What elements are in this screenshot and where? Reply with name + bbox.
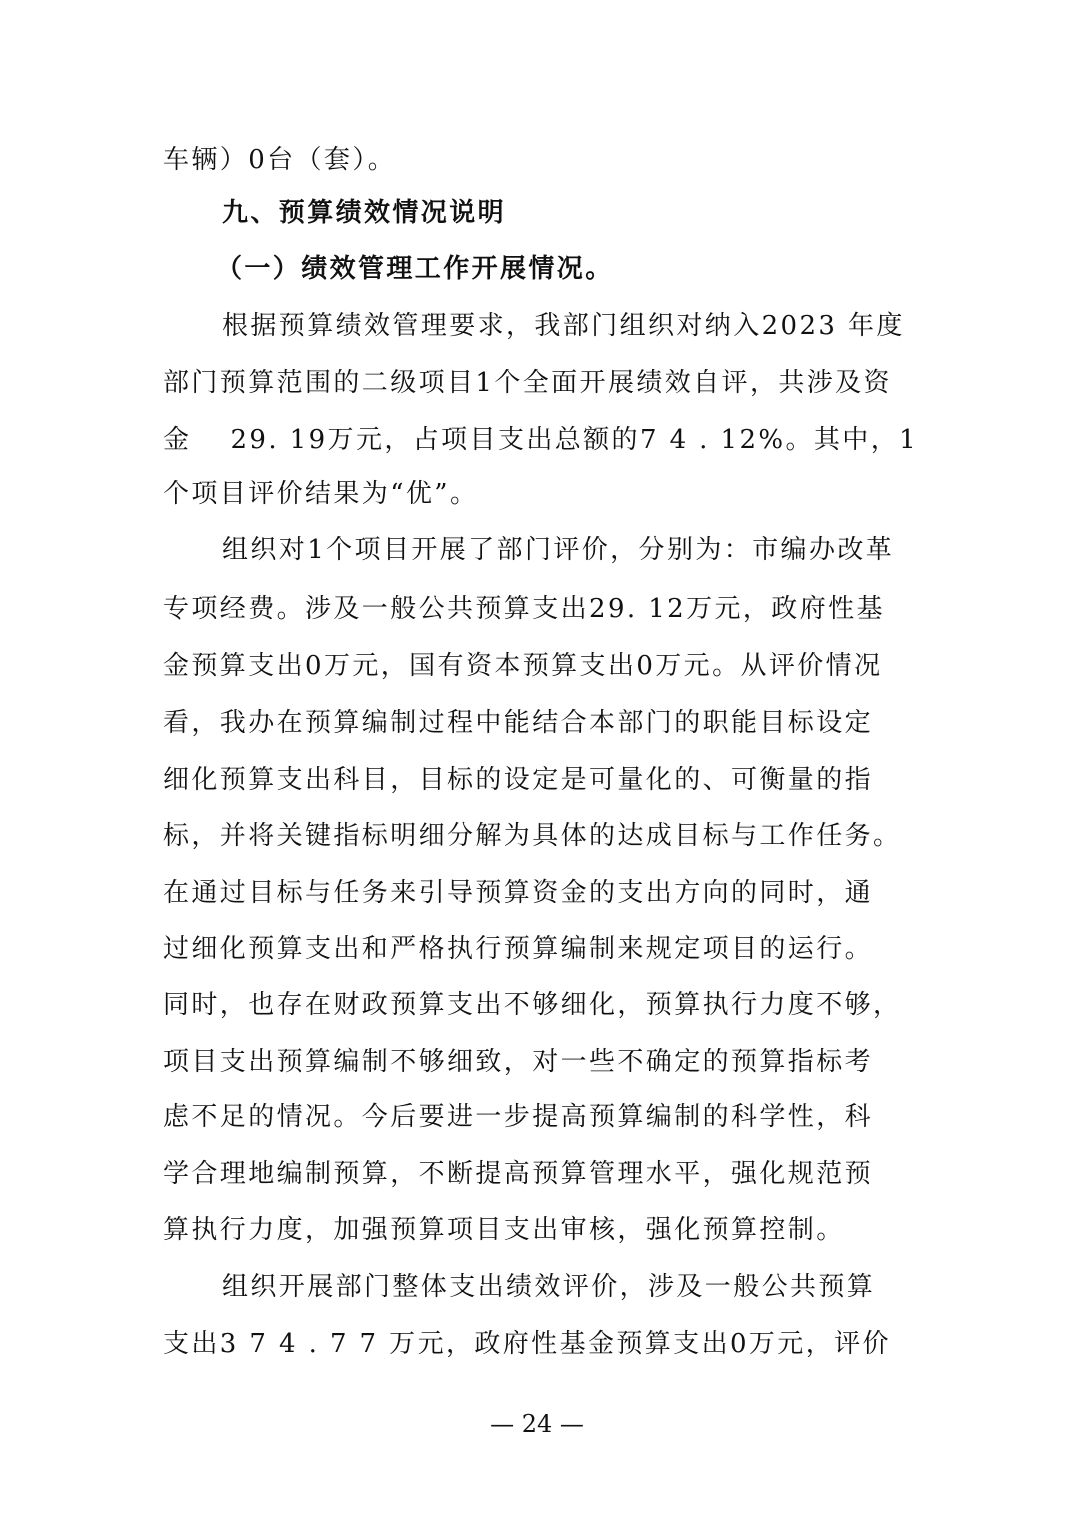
- body-line: 在通过目标与任务来引导预算资金的支出方向的同时，通: [163, 878, 874, 908]
- body-line: 组织开展部门整体支出绩效评价，涉及一般公共预算: [222, 1272, 876, 1302]
- body-line: 根据预算绩效管理要求，我部门组织对纳入2023 年度: [222, 311, 905, 341]
- body-line: 算执行力度，加强预算项目支出审核，强化预算控制。: [163, 1215, 845, 1245]
- body-line: 过细化预算支出和严格执行预算编制来规定项目的运行。: [163, 934, 874, 964]
- body-line: 学合理地编制预算，不断提高预算管理水平，强化规范预: [163, 1159, 874, 1189]
- body-line: 个项目评价结果为“优”。: [163, 479, 479, 509]
- subsection-heading: （一）绩效管理工作开展情况。: [216, 254, 614, 284]
- body-line: 看，我办在预算编制过程中能结合本部门的职能目标设定: [163, 708, 874, 738]
- body-line: 项目支出预算编制不够细致，对一些不确定的预算指标考: [163, 1047, 874, 1077]
- body-line: 标，并将关键指标明细分解为具体的达成目标与工作任务。: [163, 821, 902, 851]
- body-line: 金 29. 19万元，占项目支出总额的7 4 . 12%。其中，1: [163, 425, 919, 455]
- body-line: 虑不足的情况。今后要进一步提高预算编制的科学性，科: [163, 1102, 874, 1132]
- body-line: 细化预算支出科目，目标的设定是可量化的、可衡量的指: [163, 765, 874, 795]
- body-line: 组织对1个项目开展了部门评价，分别为：市编办改革: [222, 535, 895, 565]
- body-line: 金预算支出0万元，国有资本预算支出0万元。从评价情况: [163, 651, 883, 681]
- body-line: 部门预算范围的二级项目1个全面开展绩效自评，共涉及资: [163, 368, 892, 398]
- body-line: 同时，也存在财政预算支出不够细化，预算执行力度不够，: [163, 990, 902, 1020]
- section-heading: 九、预算绩效情况说明: [222, 198, 507, 228]
- body-line: 车辆）0台（套）。: [163, 145, 397, 175]
- body-line: 专项经费。涉及一般公共预算支出29. 12万元，政府性基: [163, 594, 885, 624]
- body-line: 支出3 7 4 . 7 7 万元，政府性基金预算支出0万元，评价: [163, 1329, 891, 1359]
- page-number: — 24 —: [490, 1410, 584, 1438]
